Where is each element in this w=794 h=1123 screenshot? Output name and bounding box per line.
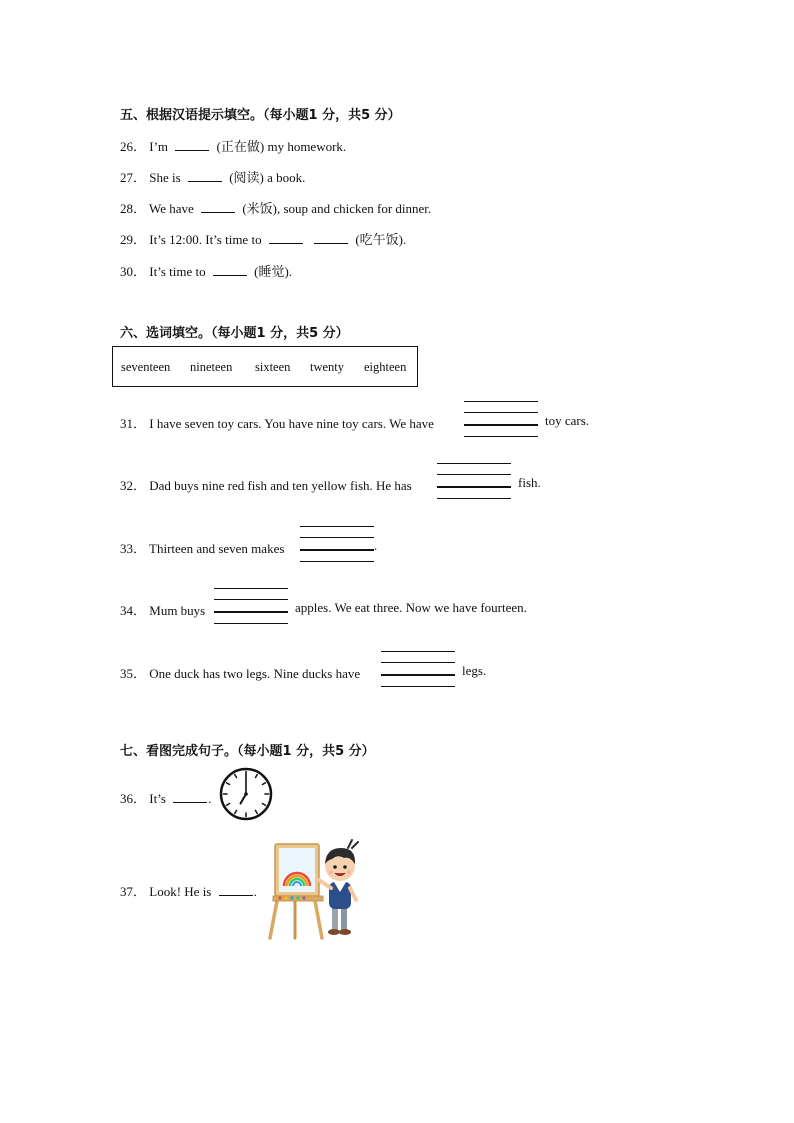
answer-blank[interactable] — [314, 232, 348, 244]
question-number: 35． — [120, 666, 147, 681]
question-27 — [120, 167, 305, 186]
question-text: It’s 12:00. It’s time to — [149, 232, 262, 247]
question-33-end: . — [374, 538, 378, 553]
question-28 — [120, 198, 431, 217]
question-34-end: apples. We eat three. Now we have fourteen. — [295, 600, 527, 615]
clock-icon — [219, 767, 273, 821]
question-number: 29． — [120, 232, 147, 247]
question-text: . — [253, 884, 257, 899]
question-text: . — [208, 791, 212, 806]
question-number: 36． — [120, 791, 147, 806]
answer-blank[interactable] — [175, 139, 209, 151]
question-text: (米饭), soup and chicken for dinner. — [242, 201, 432, 216]
word-bank-item: nineteen — [190, 360, 233, 374]
answer-blank[interactable] — [213, 264, 247, 276]
question-number: 34． — [120, 603, 147, 618]
question-text: One duck has two legs. Nine ducks have — [149, 666, 361, 681]
question-text: I’m — [149, 139, 169, 154]
question-29 — [120, 229, 406, 248]
answer-blank[interactable] — [173, 791, 207, 803]
question-number: 37． — [120, 884, 147, 899]
word-bank-item: twenty — [310, 360, 345, 374]
question-number: 28． — [120, 201, 147, 216]
question-35 — [120, 663, 360, 682]
question-number: 30． — [120, 264, 147, 279]
question-number: 33． — [120, 541, 147, 556]
question-number: 27． — [120, 170, 147, 185]
word-bank-item: eighteen — [364, 360, 407, 374]
answer-blank[interactable] — [219, 884, 253, 896]
question-text: (阅读) a book. — [229, 170, 306, 185]
section-7-title: 七、看图完成句子。（每小题1 分，共5 分） — [120, 744, 375, 759]
question-text: Dad buys nine red fish and ten yellow fish. He has — [149, 478, 412, 493]
question-35-end: legs. — [462, 663, 487, 678]
boy-painting-illustration — [264, 834, 372, 942]
question-text: It’s time to — [149, 264, 206, 279]
question-32 — [120, 475, 412, 494]
question-text: Look! He is — [149, 884, 212, 899]
question-26 — [120, 136, 346, 155]
section-5-title: 五、根据汉语提示填空。（每小题1 分，共5 分） — [120, 108, 401, 123]
question-text: (睡觉). — [254, 264, 293, 279]
question-text: Thirteen and seven makes — [149, 541, 285, 556]
section-6-title: 六、选词填空。（每小题1 分，共5 分） — [120, 326, 349, 341]
question-text: We have — [149, 201, 194, 216]
answer-blank[interactable] — [201, 201, 235, 213]
question-text: She is — [149, 170, 181, 185]
question-text: It’s — [149, 791, 166, 806]
question-text: Mum buys — [149, 603, 206, 618]
word-bank-item: sixteen — [255, 360, 291, 374]
question-30 — [120, 261, 292, 280]
question-number: 26． — [120, 139, 147, 154]
question-32-end: fish. — [518, 475, 541, 490]
answer-blank[interactable] — [188, 170, 222, 182]
question-text: (正在做) my homework. — [216, 139, 347, 154]
word-bank-box — [112, 346, 418, 387]
question-number: 32． — [120, 478, 147, 493]
word-bank-item: seventeen — [121, 360, 171, 374]
question-number: 31． — [120, 416, 147, 431]
question-34 — [120, 600, 205, 619]
answer-blank[interactable] — [269, 232, 303, 244]
question-33 — [120, 538, 284, 557]
question-31-end: toy cars. — [545, 413, 590, 428]
question-36 — [120, 788, 211, 807]
question-text: I have seven toy cars. You have nine toy cars. We have — [149, 416, 434, 431]
question-31 — [120, 413, 434, 432]
question-37 — [120, 881, 257, 900]
question-text: (吃午饭). — [355, 232, 407, 247]
